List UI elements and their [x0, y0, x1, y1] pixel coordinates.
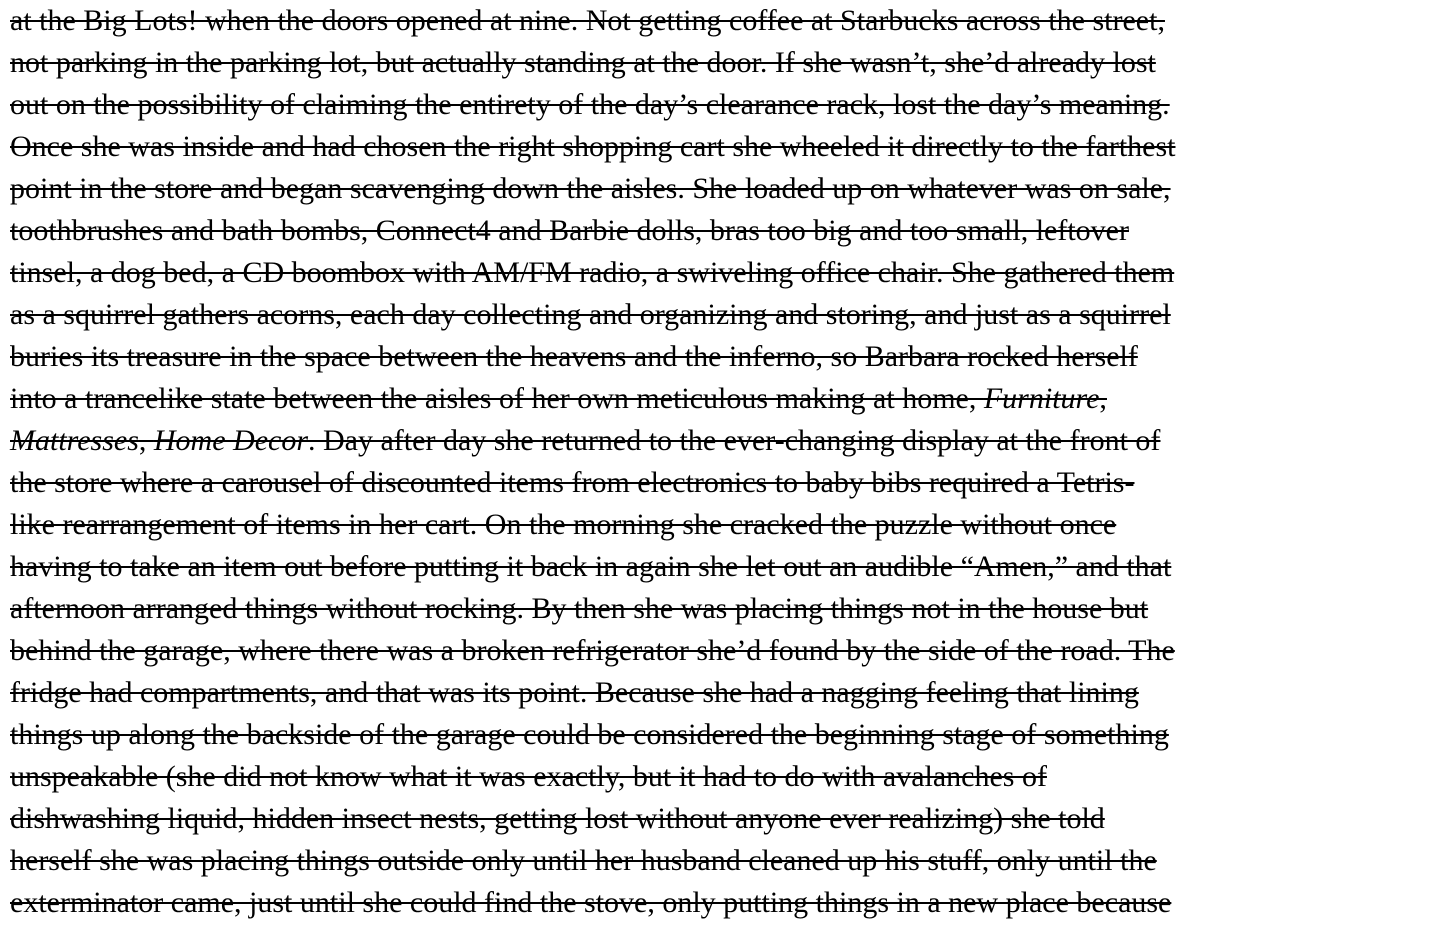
text-line: unspeakable (she did not know what it was exactly, but it had to do with avalanches of [10, 760, 1047, 793]
text-span: , [138, 424, 154, 457]
text-line: at the Big Lots! when the doors opened at nine. Not getting coffee at Starbucks across the street, [10, 4, 1165, 37]
document-page [10, 0, 1430, 924]
text-line: afternoon arranged things without rocking. By then she was placing things not in the house but [10, 592, 1149, 625]
text-line: behind the garage, where there was a broken refrigerator she’d found by the side of the road. The [10, 634, 1175, 667]
text-line: the store where a carousel of discounted items from electronics to baby bibs required a Tetris- [10, 466, 1135, 499]
italic-title: Furniture [983, 382, 1100, 415]
text-line: having to take an item out before putting it back in again she let out an audible “Amen,” and that [10, 550, 1172, 583]
text-line [10, 378, 1430, 420]
text-line: out on the possibility of claiming the entirety of the day’s clearance rack, lost the day’s meaning. [10, 88, 1170, 121]
text-line: Once she was inside and had chosen the right shopping cart she wheeled it directly to the farthest [10, 130, 1176, 163]
text-line: toothbrushes and bath bombs, Connect4 and Barbie dolls, bras too big and too small, leftover [10, 214, 1129, 247]
text-span: , [1099, 382, 1107, 415]
text-line: point in the store and began scavenging down the aisles. She loaded up on whatever was on sale, [10, 172, 1171, 205]
text-line: herself she was placing things outside only until her husband cleaned up his stuff, only until the [10, 844, 1157, 877]
text-line: as a squirrel gathers acorns, each day collecting and organizing and storing, and just as a squirrel [10, 298, 1171, 331]
text-line: things up along the backside of the garage could be considered the beginning stage of something [10, 718, 1169, 751]
text-line: buries its treasure in the space between the heavens and the inferno, so Barbara rocked herself [10, 340, 1138, 373]
text-span: into a trancelike state between the aisles of her own meticulous making at home, [10, 382, 984, 415]
text-line: like rearrangement of items in her cart. On the morning she cracked the puzzle without once [10, 508, 1117, 541]
italic-title: Home Decor [153, 424, 309, 457]
text-line: exterminator came, just until she could find the stove, only putting things in a new place because [10, 886, 1172, 919]
text-line: dishwashing liquid, hidden insect nests, getting lost without anyone ever realizing) she told [10, 802, 1105, 835]
text-line: fridge had compartments, and that was its point. Because she had a nagging feeling that lining [10, 676, 1139, 709]
italic-title: Mattresses [10, 424, 139, 457]
text-line [10, 420, 1430, 462]
text-line: tinsel, a dog bed, a CD boombox with AM/FM radio, a swiveling office chair. She gathered them [10, 256, 1175, 289]
text-line: not parking in the parking lot, but actually standing at the door. If she wasn’t, she’d already lost [10, 46, 1156, 79]
text-span: . Day after day she returned to the ever-changing display at the front of [308, 424, 1161, 457]
